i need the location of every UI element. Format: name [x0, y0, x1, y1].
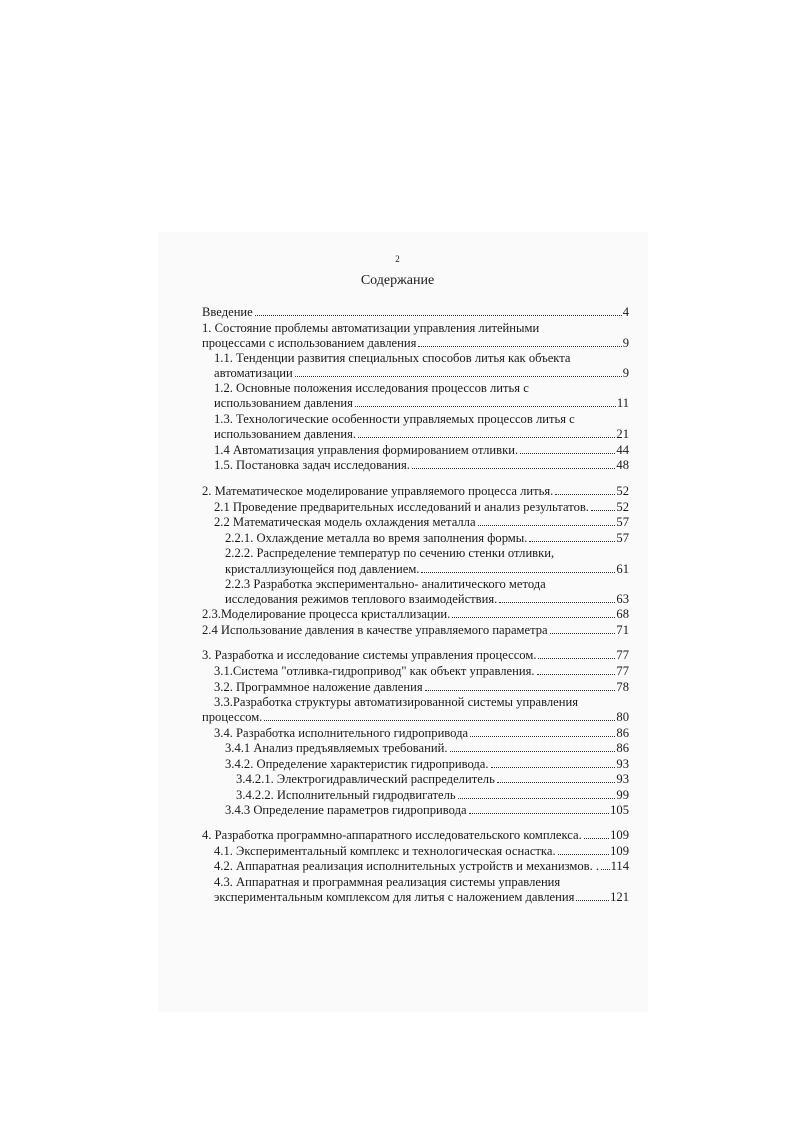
toc-entry: [202, 305, 629, 320]
toc-entry-text: 3.3.Разработка структуры автоматизированной системы управления: [214, 695, 579, 709]
toc-entry-text: 4.1. Экспериментальный комплекс и технологическая оснастка.: [214, 844, 556, 858]
toc-entry-text: 2.1 Проведение предварительных исследований и анализ результатов.: [214, 500, 589, 514]
toc-entry: [202, 828, 629, 843]
toc-entry-page: 121: [610, 890, 629, 904]
toc-entry-text: 3.1.Система "отливка-гидропривод" как объект управления.: [214, 664, 535, 678]
dot-leader: [550, 623, 616, 634]
toc-entry: [202, 562, 629, 577]
toc-entry: [202, 500, 629, 515]
dot-leader: [558, 844, 610, 855]
toc-entry-text: 1.1. Тенденции развития специальных способов литья как объекта: [214, 351, 571, 365]
dot-leader: [450, 741, 616, 752]
toc-entry: [202, 859, 629, 874]
toc-entry-text: 1. Состояние проблемы автоматизации управления литейными: [202, 321, 540, 335]
toc-entry: [202, 427, 629, 442]
toc-entry-page: 99: [616, 788, 629, 802]
toc-entry-page: 21: [616, 427, 629, 441]
toc-entry: [202, 607, 629, 622]
toc-entry-page: 71: [616, 623, 629, 637]
toc-entry-page: 109: [610, 828, 629, 842]
toc-entry: [202, 726, 629, 741]
toc-entry-text: 2.2.2. Распределение температур по сечению стенки отливки,: [225, 546, 555, 560]
toc-entry-text: 3.4.3 Определение параметров гидропривода: [225, 803, 467, 817]
toc-entry-page: 9: [622, 336, 629, 350]
toc-entry-page: 11: [616, 396, 629, 410]
toc-entry-page: 52: [616, 500, 629, 514]
toc-entry-page: 80: [616, 710, 629, 724]
toc-entry-page: 44: [616, 443, 629, 457]
toc-entry: [202, 531, 629, 546]
toc-entry: [202, 515, 629, 530]
dot-leader: [412, 458, 616, 469]
toc-entry-page: 9: [622, 366, 629, 380]
toc-entry: [202, 443, 629, 458]
toc-entry-text: 2.2 Математическая модель охлаждения металла: [214, 515, 476, 529]
toc-entry-page: 57: [616, 531, 629, 545]
toc-entry: [202, 484, 629, 499]
dot-leader: [538, 648, 615, 659]
toc-entry-text: 3.4. Разработка исполнительного гидропривода: [214, 726, 469, 740]
toc-entry: [202, 788, 629, 803]
dot-leader: [264, 710, 615, 721]
toc-entry-text: 2.2.3 Разработка экспериментально- аналитического метода: [225, 577, 546, 591]
toc-entry-text: 3.4.2.2. Исполнительный гидродвигатель: [236, 788, 456, 802]
toc-entry-text: Введение: [202, 305, 253, 319]
dot-leader: [470, 726, 615, 737]
toc-entry: [202, 648, 629, 663]
toc-entry-text: исследования режимов теплового взаимодействия.: [225, 592, 498, 606]
dot-leader: [469, 803, 610, 814]
dot-leader: [478, 515, 616, 526]
dot-leader: [529, 531, 615, 542]
dot-leader: [520, 443, 615, 454]
toc-entry-text: использованием давления.: [214, 427, 357, 441]
toc-entry: [202, 458, 629, 473]
toc-entry-page: 78: [616, 680, 629, 694]
toc-entry: [202, 336, 629, 351]
toc-entry-text: 4.3. Аппаратная и программная реализация системы управления: [214, 875, 561, 889]
toc-entry-page: 93: [616, 757, 629, 771]
dot-leader: [584, 828, 609, 839]
toc-entry: [202, 680, 629, 695]
toc-entry-text: 2.3.Моделирование процесса кристаллизации.: [202, 607, 451, 621]
toc-entry-text: процессом.: [202, 710, 263, 724]
toc-entry: [202, 664, 629, 679]
toc-entry-text: 1.4 Автоматизация управления формированием отливки.: [214, 443, 519, 457]
dot-leader: [591, 500, 615, 511]
toc-entry: [202, 710, 629, 725]
toc-entry-text: процессами с использованием давления: [202, 336, 417, 350]
toc-entry: [202, 321, 629, 336]
toc-entry-text: использованием давления: [214, 396, 353, 410]
toc-entry-page: 48: [616, 458, 629, 472]
toc-entry-page: 77: [616, 648, 629, 662]
toc-entry-text: 1.2. Основные положения исследования процессов литья с: [214, 381, 529, 395]
toc-entry-text: кристаллизующейся под давлением.: [225, 562, 420, 576]
page-title: Содержание: [360, 273, 435, 288]
toc-entry-page: 52: [616, 484, 629, 498]
toc-entry: [202, 351, 629, 366]
toc-entry: [202, 546, 629, 561]
toc-entry-text: экспериментальным комплексом для литья с наложением давления: [214, 890, 575, 904]
dot-leader: [425, 680, 616, 691]
toc-entry-text: 3.4.2. Определение характеристик гидропривода.: [225, 757, 489, 771]
toc-entry-page: 4: [622, 305, 629, 319]
toc-entry: [202, 757, 629, 772]
toc-entry-text: 2.2.1. Охлаждение металла во время заполнения формы.: [225, 531, 528, 545]
toc-entry: [202, 592, 629, 607]
toc-entry: [202, 396, 629, 411]
toc-entry-page: 114: [610, 859, 629, 873]
toc-entry: [202, 844, 629, 859]
toc-entry: [202, 366, 629, 381]
toc-entry: [202, 623, 629, 638]
dot-leader: [499, 592, 615, 603]
toc-entry: [202, 890, 629, 905]
dot-leader: [355, 396, 616, 407]
dot-leader: [497, 772, 616, 783]
toc-entry-page: 86: [616, 741, 629, 755]
toc-entry-text: 4. Разработка программно-аппаратного исследовательского комплекса.: [202, 828, 582, 842]
toc-entry: [202, 803, 629, 818]
toc-entry-text: 2. Математическое моделирование управляемого процесса литья.: [202, 484, 554, 498]
toc-entry-page: 109: [610, 844, 629, 858]
toc-entry-page: 86: [616, 726, 629, 740]
toc-entry-text: 3.4.2.1. Электрогидравлический распределитель: [236, 772, 495, 786]
toc-entry-page: 77: [616, 664, 629, 678]
dot-leader: [555, 484, 615, 495]
toc-entry-text: 1.3. Технологические особенности управляемых процессов литья с: [214, 412, 575, 426]
toc-entry-text: 3. Разработка и исследование системы управления процессом.: [202, 648, 537, 662]
dot-leader: [418, 336, 621, 347]
toc-entry: [202, 695, 629, 710]
toc-entry: [202, 412, 629, 427]
toc-entry: [202, 875, 629, 890]
toc-entry: [202, 772, 629, 787]
toc-entry-page: 93: [616, 772, 629, 786]
toc-entry: [202, 381, 629, 396]
dot-leader: [452, 607, 615, 618]
toc-entry-text: 4.2. Аппаратная реализация исполнительных устройств и механизмов. .: [214, 859, 600, 873]
dot-leader: [576, 890, 609, 901]
toc-entry-text: 3.2. Программное наложение давления: [214, 680, 423, 694]
toc-entry-text: 1.5. Постановка задач исследования.: [214, 458, 410, 472]
toc-entry: [202, 577, 629, 592]
dot-leader: [295, 366, 622, 377]
dot-leader: [537, 664, 616, 675]
dot-leader: [255, 305, 622, 316]
toc-entry: [202, 741, 629, 756]
dot-leader: [458, 788, 616, 799]
toc-entry-page: 61: [616, 562, 629, 576]
dot-leader: [421, 562, 615, 573]
toc-entry-page: 105: [610, 803, 629, 817]
dot-leader: [601, 859, 610, 870]
toc-entry-page: 57: [616, 515, 629, 529]
toc-entry-page: 63: [616, 592, 629, 606]
toc-entry-text: 2.4 Использование давления в качестве управляемого параметра: [202, 623, 548, 637]
toc-entry-text: автоматизации: [214, 366, 293, 380]
dot-leader: [358, 427, 615, 438]
toc-entry-text: 3.4.1 Анализ предъявляемых требований.: [225, 741, 448, 755]
page-number: 2: [395, 254, 400, 264]
dot-leader: [491, 757, 616, 768]
toc-entry-page: 68: [616, 607, 629, 621]
